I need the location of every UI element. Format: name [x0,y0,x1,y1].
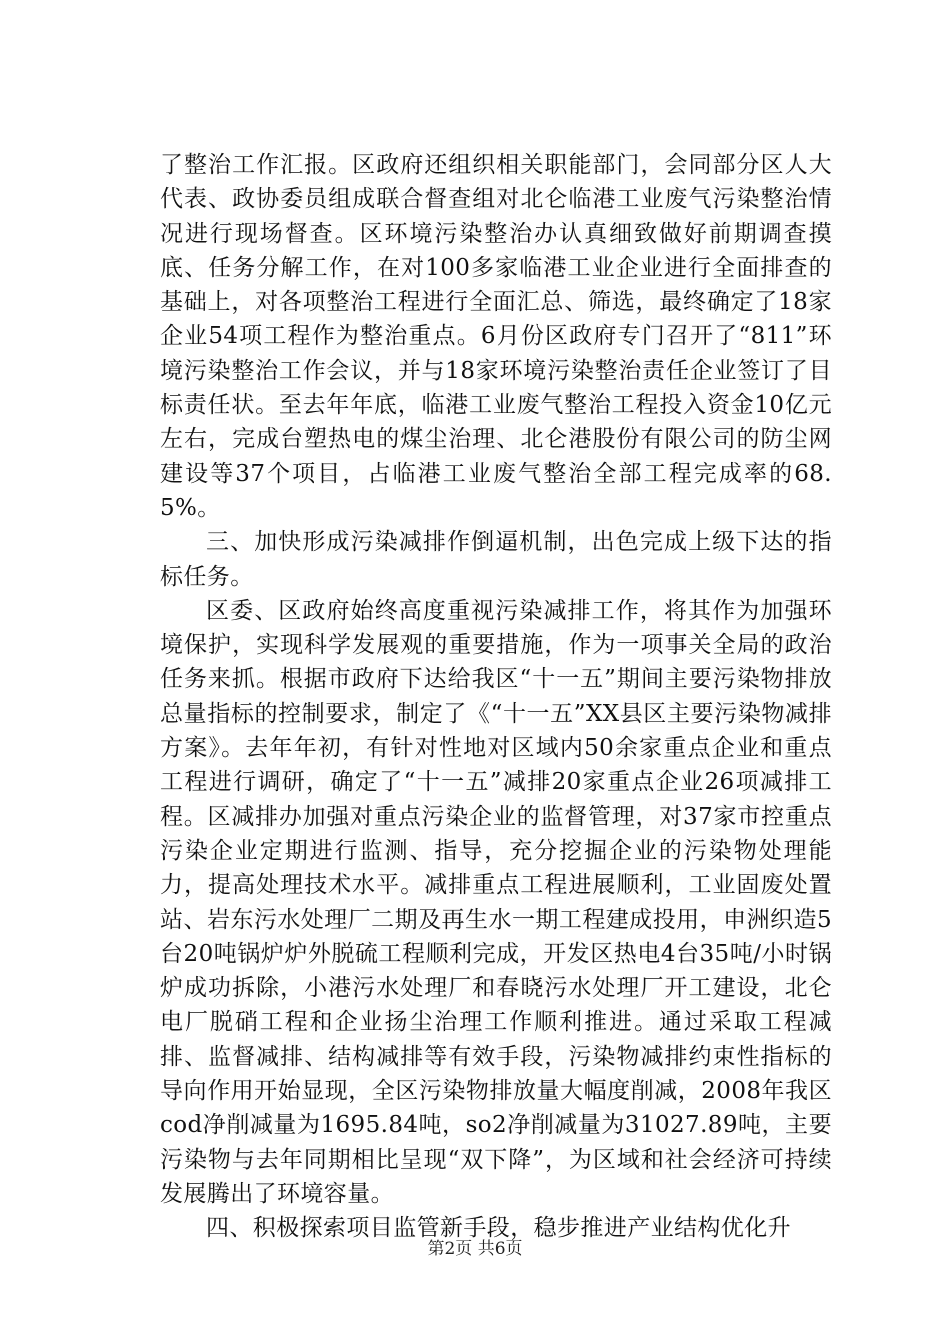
paragraph-pollution-reduction: 区委、区政府始终高度重视污染减排工作，将其作为加强环境保护，实现科学发展观的重要措施，作为一项事关全局的政治任务来抓。根据市政府下达给我区“十一五”期间主要污染物排放总量指标的控制要求，制定了《“十一五”XX县区主要污染物减排方案》。去年年初，有针对性地对区域内50余家重点企业和重点工程进行调研，确定了“十一五”减排20家重点企业26项减排工程。区减排办加强对重点污染企业的监督管理，对37家市控重点污染企业定期进行监测、指导，充分挖掘企业的污染物处理能力，提高处理技术水平。减排重点工程进展顺利，工业固废处置站、岩东污水处理厂二期及再生水一期工程建成投用，申洲织造5台20吨锅炉炉外脱硫工程顺利完成，开发区热电4台35吨/小时锅炉成功拆除，小港污水处理厂和春晓污水处理厂开工建设，北仑电厂脱硝工程和企业扬尘治理工作顺利推进。通过采取工程减排、监督减排、结构减排等有效手段，污染物减排约束性指标的导向作用开始显现，全区污染物排放量大幅度削减，2008年我区cod净削减量为1695.84吨，so2净削减量为31027.89吨，主要污染物与去年同期相比呈现“双下降”，为区域和社会经济可持续发展腾出了环境容量。 [160,597,832,1207]
section-heading-three: 三、加快形成污染减排作倒逼机制，出色完成上级下达的指标任务。 [160,529,832,590]
page-number-footer: 第2页 共6页 [427,1239,523,1259]
paragraph-continuation: 了整治工作汇报。区政府还组织相关职能部门，会同部分区人大代表、政协委员组成联合督查组对北仑临港工业废气污染整治情况进行现场督查。区环境污染整治办认真细致做好前期调查摸底、任务分解工作，在对100多家临港工业企业进行全面排查的基础上，对各项整治工程进行全面汇总、筛选，最终确定了18家企业54项工程作为整治重点。6月份区政府专门召开了“811”环境污染整治工作会议，并与18家环境污染整治责任企业签订了目标责任状。至去年年底，临港工业废气整治工程投入资金10亿元左右，完成台塑热电的煤尘治理、北仑港股份有限公司的防尘网建设等37个项目，占临港工业废气整治全部工程完成率的68.5%。 [160,152,832,521]
section-heading-four: 四、积极探索项目监管新手段，稳步推进产业结构优化升 [206,1215,791,1242]
document-body [160,148,832,1246]
